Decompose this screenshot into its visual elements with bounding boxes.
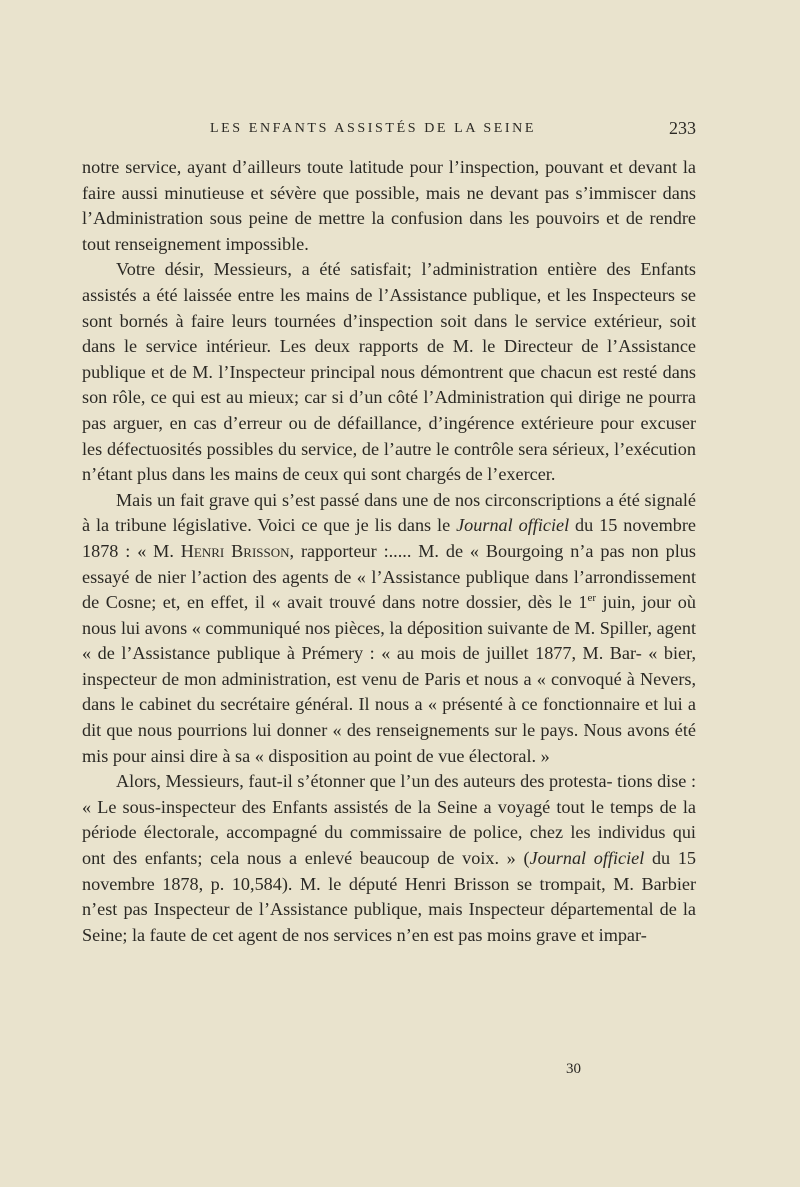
paragraph-3-text-e: , rapporteur :..... M. de « Bourgoing n’a pas non plus essayé de nier l’action des agents de « l’Assistance publique dans l’arrondissement de Cosne; et, en effet, il « avait trouvé dans notre dossier, dès le 1 [82,540,696,613]
paragraph-3-text-g: juin, jour où nous lui avons « communiqué nos pièces, la déposition suivante de M. Spiller, agent « de l’Assistance publique à Prémery : « au mois de juillet 1877, M. Bar- « bier, inspecteur de mon administration, est venu de Paris et nous a « convoqué à Nevers, dans le cabinet du secrétaire général. Il nous a « présenté à ce fonctionnaire et lui a dit que nous pourrions lui donner « des renseignements sur le pays. Nous avons été mis pour ainsi dire à sa « disposition au point de vue électoral. » [82,592,696,766]
paragraph-4-text-a: Alors, Messieurs, faut-il s’étonner que l’un des auteurs des protesta- tions dise : « Le sous-inspecteur des Enfants assistés de la Seine a voyagé tout le temps de la période électorale, accompagné du commissaire de police, chez les individus qui ont des enfants; cela nous a enlevé beaucoup de voix. » ( [82,771,696,869]
paragraph-1: notre service, ayant d’ailleurs toute latitude pour l’inspection, pouvant et devant la faire aussi minutieuse et sévère que possible, mais ne devant pas s’immiscer dans l’Administration sous peine de mettre la confusion dans les pouvoirs et de rendre tout renseignement impossible. [82,157,696,254]
superscript-er: er [587,592,596,605]
paragraph-3-text-a: Mais un fait grave qui s’est passé dans une de nos circonscriptions a été signalé à la tribune législative. Voici ce que je lis dans le [82,489,696,536]
name-small-caps: Henri Brisson [180,540,290,561]
printer-signature-mark: 30 [566,1061,581,1077]
paragraph-3 [82,488,696,770]
paragraph-4-text-c: du 15 novembre 1878, p. 10,584). M. le député Henri Brisson se trompait, M. Barbier n’est pas Inspecteur de l’Assistance publique, mais Inspecteur départemental de la Seine; la faute de cet agent de nos services n’en est pas moins grave et impar- [82,848,697,945]
paragraph-3-text-c: du 15 novembre 1878 : « M. [82,515,696,561]
page-header [82,118,696,144]
body-text [82,155,696,948]
running-title: LES ENFANTS ASSISTÉS DE LA SEINE [210,121,537,136]
paragraph-4 [82,769,696,948]
paragraph-2: Votre désir, Messieurs, a été satisfait; l’administration entière des Enfants assistés a été laissée entre les mains de l’Assistance publique, et les Inspecteurs se sont bornés à faire leurs tournées d’inspection soit dans le service extérieur, soit dans le service intérieur. Les deux rapports de M. le Directeur de l’Assistance publique et de M. l’Inspecteur principal nous démontrent que chacun est resté dans son rôle, ce qui est au mieux; car si d’un côté l’Administration qui dirige ne pourra pas arguer, en cas d’erreur ou de défaillance, d’ingérence extérieure pour excuser les défectuosités possibles du service, de l’autre le contrôle sera sérieux, l’exécution n’étant plus dans les mains de ceux qui sont chargés de l’exercer. [82,259,696,485]
journal-title-italic-2: Journal officiel [529,848,645,869]
journal-title-italic: Journal officiel [456,515,570,536]
page-number: 233 [669,118,696,138]
